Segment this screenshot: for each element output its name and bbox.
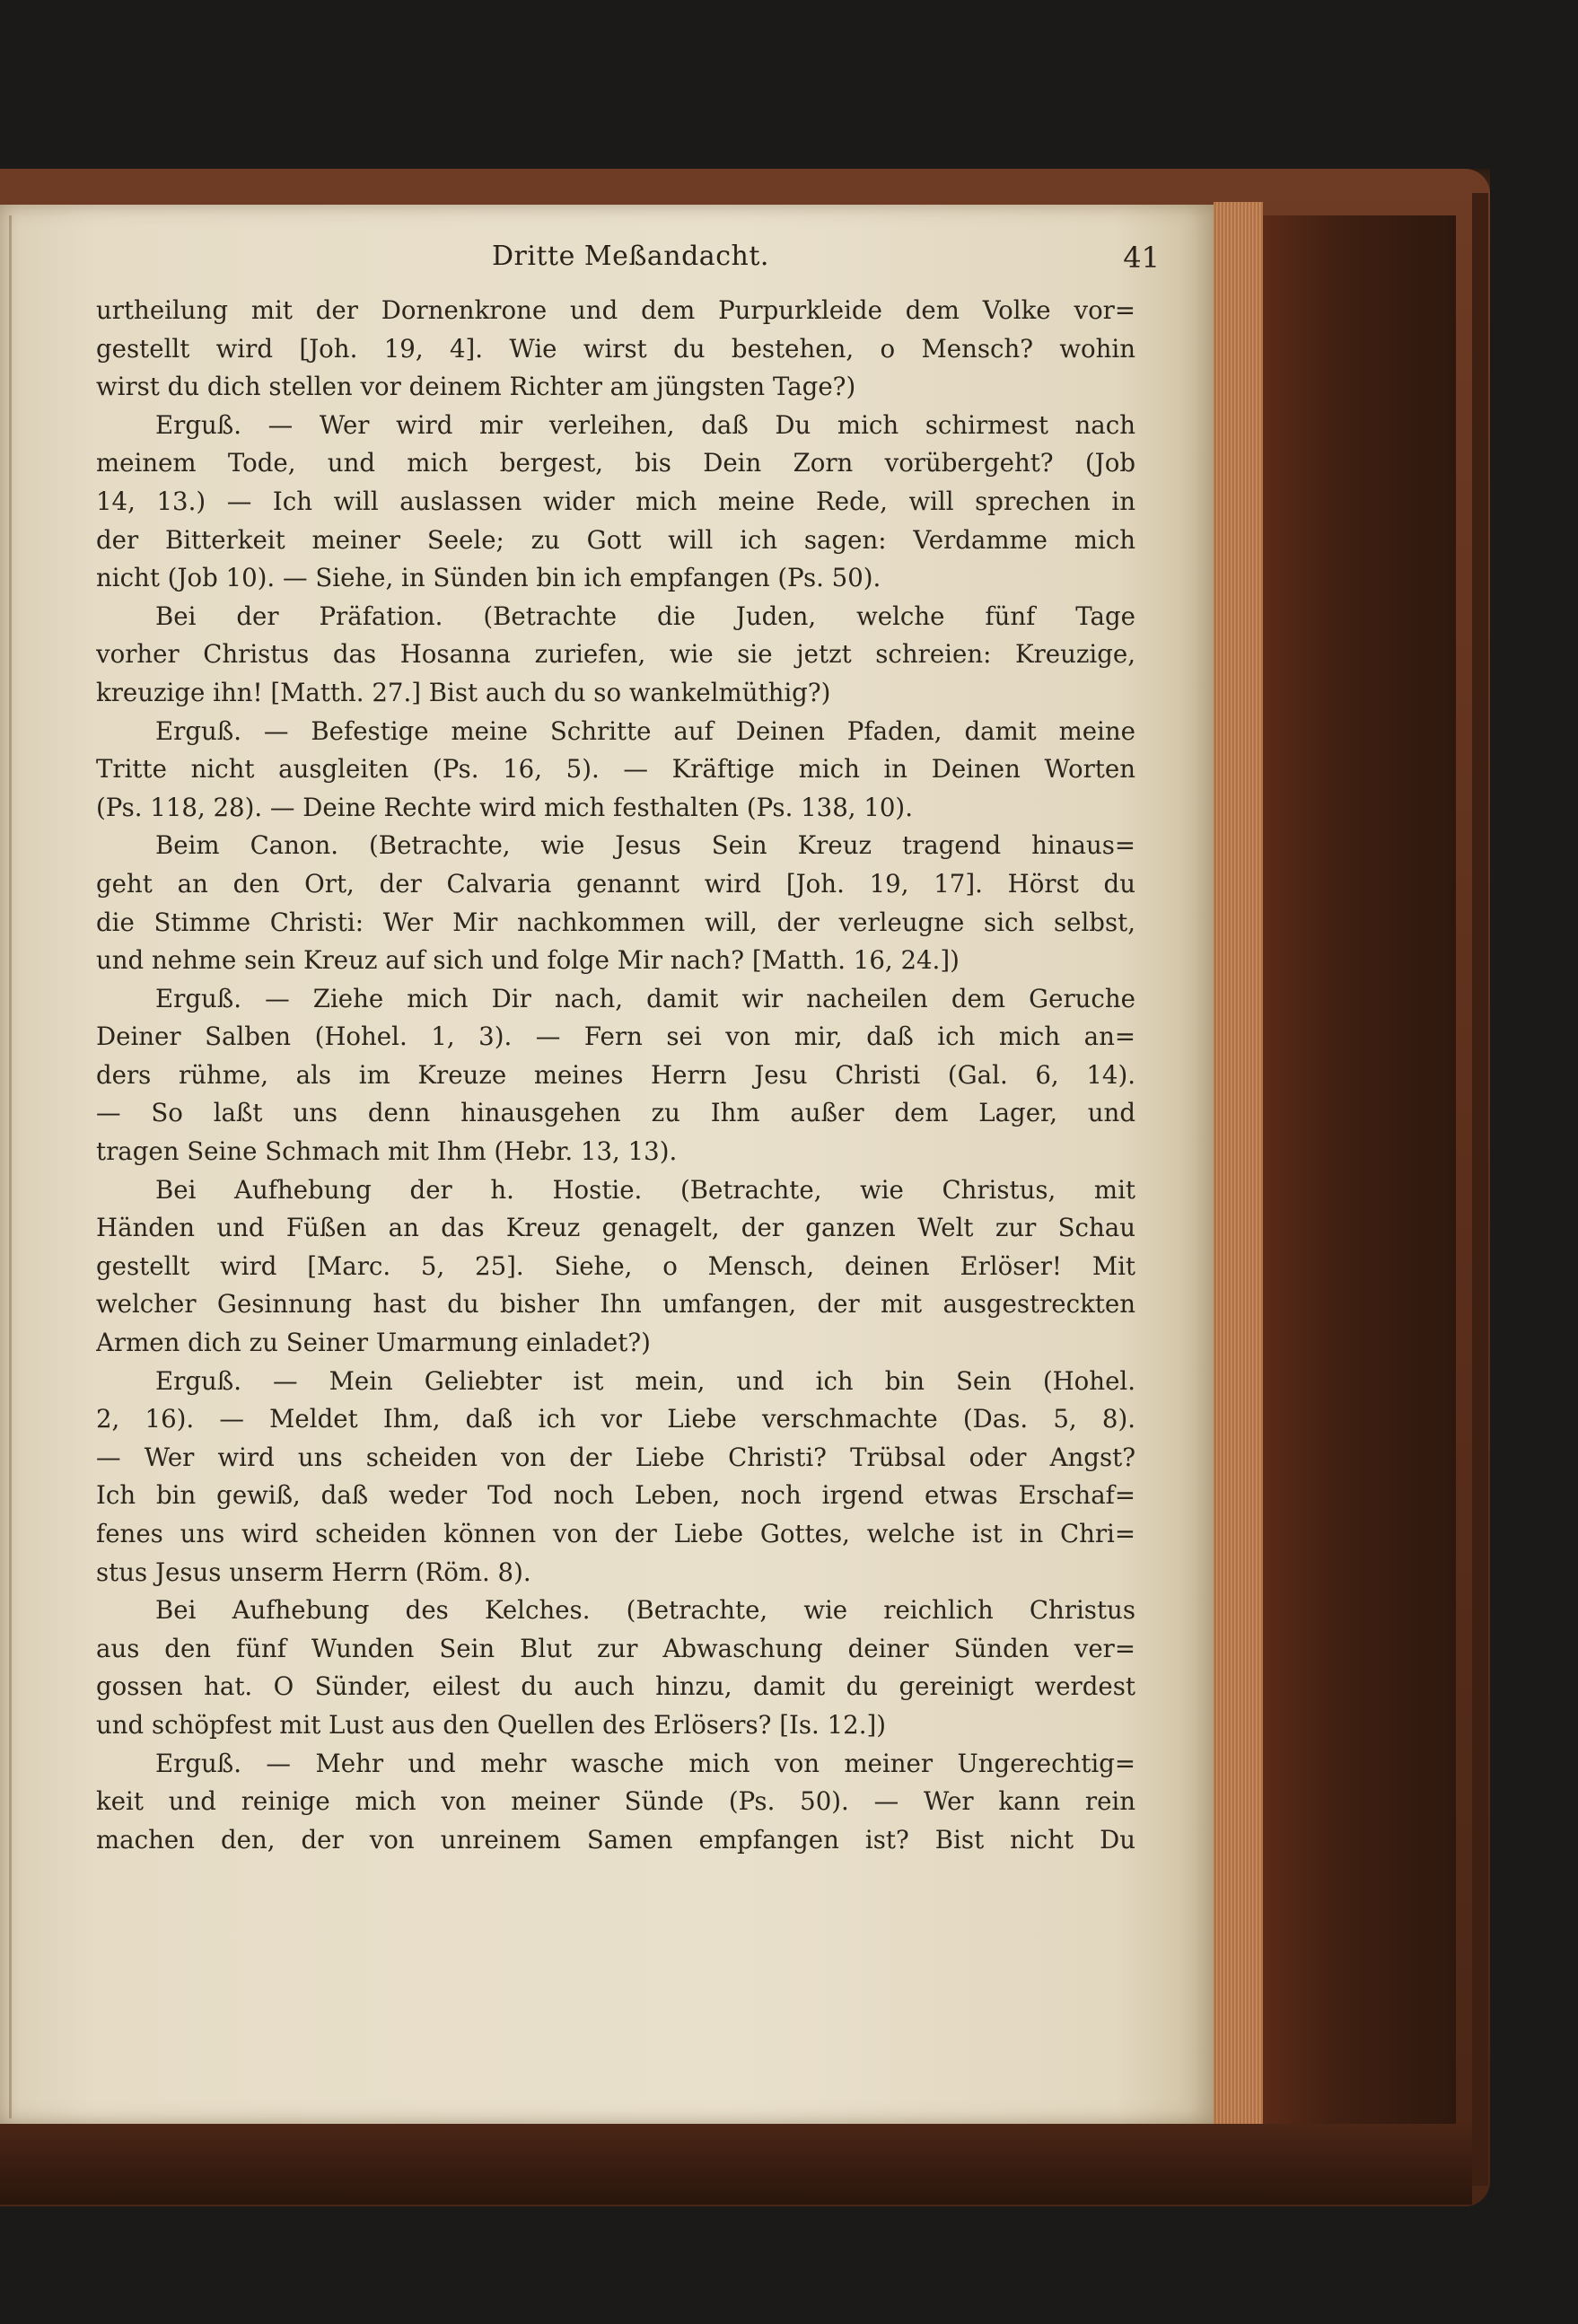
text-line: Bei der Präfation. (Betrachte die Juden, welche fünf Tage <box>155 601 1135 631</box>
page-edges <box>1214 202 1263 2141</box>
text-line: kreuzige ihn! [Matth. 27.] Bist auch du so wankelmüthig?) <box>96 677 831 707</box>
page-gutter <box>9 215 12 2118</box>
text-line: ders rühme, als im Kreuze meines Herrn Jesu Christi (Gal. 6, 14). <box>96 1059 1135 1090</box>
text-line: urtheilung mit der Dornenkrone und dem Purpurkleide dem Volke vor= <box>96 295 1135 325</box>
text-line: vorher Christus das Hosanna zuriefen, wie sie jetzt schreien: Kreuzige, <box>96 639 1135 670</box>
text-line: — So laßt uns denn hinausgehen zu Ihm außer dem Lager, und <box>96 1098 1135 1128</box>
text-line: gestellt wird [Marc. 5, 25]. Siehe, o Mensch, deinen Erlöser! Mit <box>96 1250 1135 1281</box>
text-line: Tritte nicht ausgleiten (Ps. 16, 5). — Kräftige mich in Deinen Worten <box>96 754 1135 785</box>
text-line: Händen und Füßen an das Kreuz genagelt, der ganzen Welt zur Schau <box>96 1213 1135 1243</box>
text-line: Ich bin gewiß, daß weder Tod noch Leben, noch irgend etwas Erschaf= <box>96 1480 1135 1511</box>
text-line: machen den, der von unreinem Samen empfangen ist? Bist nicht Du <box>96 1824 1135 1855</box>
text-line: 14, 13.) — Ich will auslassen wider mich meine Rede, will sprechen in <box>96 486 1135 516</box>
text-line: Erguß. — Ziehe mich Dir nach, damit wir nacheilen dem Geruche <box>155 983 1135 1013</box>
text-line: wirst du dich stellen vor deinem Richter am jüngsten Tage?) <box>96 372 856 402</box>
text-line: Erguß. — Mehr und mehr wasche mich von meiner Ungerechtig= <box>155 1748 1135 1778</box>
text-line: Bei Aufhebung des Kelches. (Betrachte, wie reichlich Christus <box>155 1595 1135 1626</box>
book-cover-edge <box>1472 193 1488 2186</box>
text-line: die Stimme Christi: Wer Mir nachkommen will, der verleugne sich selbst, <box>96 907 1135 937</box>
text-line: und nehme sein Kreuz auf sich und folge Mir nach? [Matth. 16, 24.]) <box>96 945 960 976</box>
text-line: Erguß. — Mein Geliebter ist mein, und ich bin Sein (Hohel. <box>155 1365 1135 1396</box>
text-line: — Wer wird uns scheiden von der Liebe Christi? Trübsal oder Angst? <box>96 1442 1135 1472</box>
text-line: tragen Seine Schmach mit Ihm (Hebr. 13, 13). <box>96 1136 678 1167</box>
text-line: 2, 16). — Meldet Ihm, daß ich vor Liebe verschmachte (Das. 5, 8). <box>96 1404 1135 1434</box>
text-line: (Ps. 118, 28). — Deine Rechte wird mich festhalten (Ps. 138, 10). <box>96 792 913 822</box>
text-line: Armen dich zu Seiner Umarmung einladet?) <box>96 1328 651 1358</box>
page-header <box>0 241 1214 285</box>
text-line: und schöpfest mit Lust aus den Quellen des Erlösers? [Is. 12.]) <box>96 1709 886 1740</box>
page-number: 41 <box>1123 241 1160 275</box>
text-line: gestellt wird [Joh. 19, 4]. Wie wirst du bestehen, o Mensch? wohin <box>96 333 1135 364</box>
text-line: Deiner Salben (Hohel. 1, 3). — Fern sei von mir, daß ich mich an= <box>96 1022 1135 1052</box>
text-line: nicht (Job 10). — Siehe, in Sünden bin ich empfangen (Ps. 50). <box>96 563 881 593</box>
running-title: Dritte Meßandacht. <box>492 241 769 272</box>
book-spine-side <box>1263 215 1456 2145</box>
background-shadow-bottom <box>0 2124 1472 2205</box>
text-line: aus den fünf Wunden Sein Blut zur Abwaschung deiner Sünden ver= <box>96 1633 1135 1663</box>
text-line: welcher Gesinnung hast du bisher Ihn umfangen, der mit ausgestreckten <box>96 1289 1135 1320</box>
text-line: keit und reinige mich von meiner Sünde (Ps. 50). — Wer kann rein <box>96 1786 1135 1817</box>
text-line: Beim Canon. (Betrachte, wie Jesus Sein Kreuz tragend hinaus= <box>155 830 1135 861</box>
text-line: Erguß. — Wer wird mir verleihen, daß Du mich schirmest nach <box>155 409 1135 440</box>
text-line: Erguß. — Befestige meine Schritte auf Deinen Pfaden, damit meine <box>155 715 1135 746</box>
text-line: gossen hat. O Sünder, eilest du auch hinzu, damit du gereinigt werdest <box>96 1671 1135 1702</box>
text-line: meinem Tode, und mich bergest, bis Dein Zorn vorübergeht? (Job <box>96 448 1135 478</box>
text-line: stus Jesus unserm Herrn (Röm. 8). <box>96 1557 531 1587</box>
text-line: geht an den Ort, der Calvaria genannt wird [Joh. 19, 17]. Hörst du <box>96 868 1135 899</box>
text-line: Bei Aufhebung der h. Hostie. (Betrachte, wie Christus, mit <box>155 1174 1135 1205</box>
text-line: der Bitterkeit meiner Seele; zu Gott will ich sagen: Verdamme mich <box>96 524 1135 555</box>
body-text <box>96 292 1135 1859</box>
text-line: fenes uns wird scheiden können von der Liebe Gottes, welche ist in Chri= <box>96 1519 1135 1548</box>
